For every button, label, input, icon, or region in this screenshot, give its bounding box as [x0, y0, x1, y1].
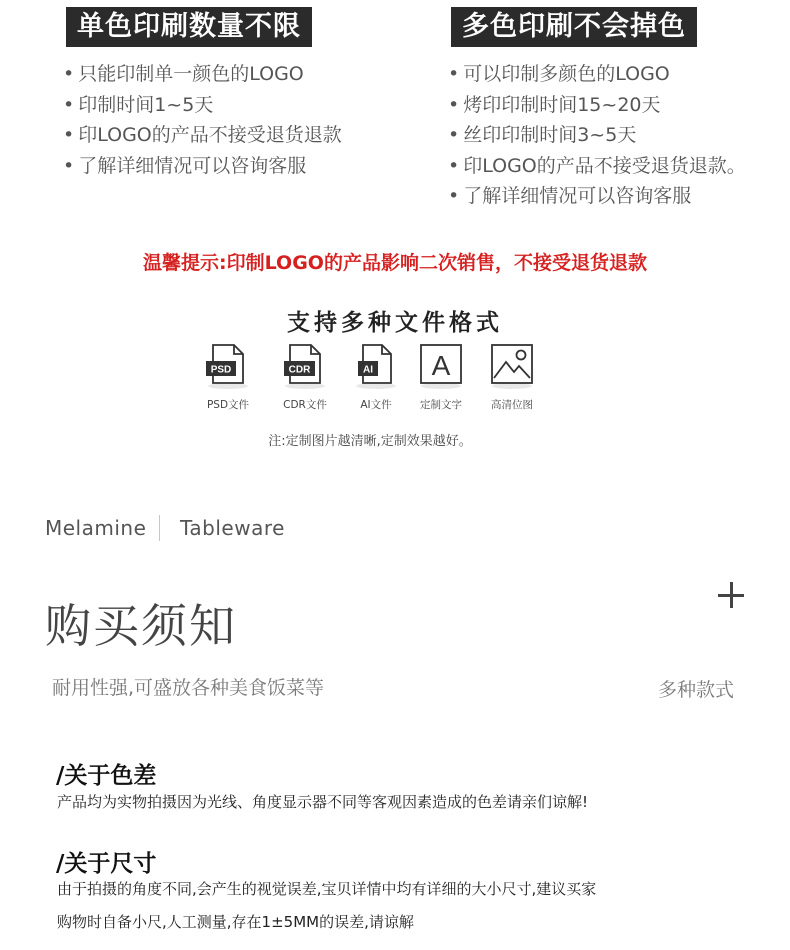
- format-label: 高清位图: [491, 399, 533, 411]
- format-label: PSD文件: [206, 399, 250, 411]
- brand-divider: [159, 515, 160, 541]
- list-item: • 印制时间1~5天: [63, 90, 342, 121]
- list-item: • 可以印制多颜色的LOGO: [448, 59, 746, 90]
- size-text-line: 由于拍摄的角度不同,会产生的视觉误差,宝贝详情中均有详细的大小尺寸,建议买家: [57, 880, 597, 898]
- format-label: CDR文件: [283, 399, 327, 411]
- multi-color-list: [448, 59, 746, 212]
- list-item: • 烤印印制时间15~20天: [448, 90, 746, 121]
- svg-text:AI: AI: [363, 364, 373, 376]
- svg-text:A: A: [431, 350, 451, 381]
- purchase-notice-title: 购买须知: [45, 599, 237, 653]
- size-text-line: 购物时自备小尺,人工测量,存在1±5MM的误差,请谅解: [57, 913, 414, 931]
- format-label: AI文件: [360, 399, 392, 411]
- format-note: 注:定制图片越清晰,定制效果越好。: [268, 434, 472, 449]
- list-item: • 了解详细情况可以咨询客服: [448, 181, 746, 212]
- psd-file-icon: [203, 342, 253, 390]
- brand-material: Melamine: [45, 516, 147, 540]
- list-item: • 印LOGO的产品不接受退货退款: [63, 120, 342, 151]
- feature-subtitle: 耐用性强,可盛放各种美食饭菜等: [52, 677, 325, 699]
- formats-title: 支持多种文件格式: [287, 310, 503, 336]
- cdr-file-icon: [280, 342, 330, 390]
- list-item: • 印LOGO的产品不接受退货退款。: [448, 151, 746, 182]
- format-psd: [188, 342, 268, 412]
- text-icon: [416, 342, 466, 390]
- brand-category: Tableware: [180, 516, 285, 540]
- size-title: /关于尺寸: [56, 851, 157, 877]
- single-color-list: [63, 59, 342, 181]
- format-label: 定制文字: [420, 399, 462, 411]
- styles-subtitle: 多种款式: [658, 679, 735, 701]
- list-item: • 了解详细情况可以咨询客服: [63, 151, 342, 182]
- svg-text:PSD: PSD: [210, 364, 232, 376]
- single-color-title: 单色印刷数量不限: [66, 7, 312, 47]
- color-diff-title: /关于色差: [56, 763, 157, 789]
- format-text: [401, 342, 481, 412]
- svg-text:CDR: CDR: [288, 364, 311, 376]
- multi-color-title: 多色印刷不会掉色: [451, 7, 697, 47]
- plus-icon: [716, 580, 746, 610]
- list-item: • 丝印印制时间3~5天: [448, 120, 746, 151]
- ai-file-icon: [351, 342, 401, 390]
- format-image: [472, 342, 552, 412]
- warning-notice: 温馨提示:印制LOGO的产品影响二次销售，不接受退货退款: [143, 252, 647, 274]
- color-diff-text: 产品均为实物拍摄因为光线、角度显示器不同等客观因素造成的色差请亲们谅解!: [57, 793, 589, 811]
- list-item: • 只能印制单一颜色的LOGO: [63, 59, 342, 90]
- format-cdr: [265, 342, 345, 412]
- image-icon: [487, 342, 537, 390]
